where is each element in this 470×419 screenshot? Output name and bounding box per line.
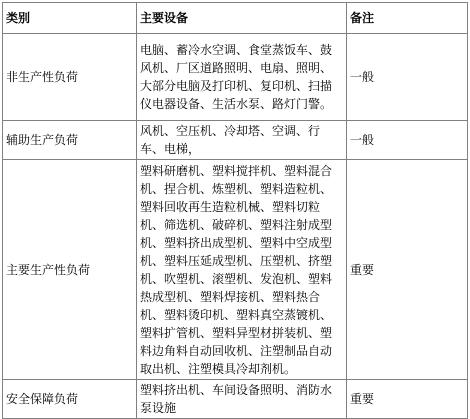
row-note: 重要 [347,160,468,380]
row-equipment: 塑料研磨机、塑料搅拌机、塑料混合机、捏合机、炼塑机、塑料造粒机、塑料回收再生造粒机械、塑料切粒机、筛选机、破碎机、塑料注射成型机、塑料挤出成型机、塑料中空成型机、塑料压延成型机、压塑机、挤塑机、吹塑机、滚塑机、发泡机、塑料热成型机、塑料焊接机、塑料热合机、塑料烫印机、塑料真空蒸镀机、塑料扩管机、塑料异型材拼装机、塑料边角料自动回收机、注塑制品自动取出机、注塑模具冷却剂机。 [137,160,347,380]
table-row [3,121,468,160]
header-note: 备注 [347,3,468,34]
header-category: 类别 [3,3,137,34]
row-category: 非生产性负荷 [3,34,137,121]
row-category: 安全保障负荷 [3,380,137,419]
row-note: 一般 [347,34,468,121]
table-row [3,380,468,419]
row-category: 辅助生产负荷 [3,121,137,160]
table-header-row [3,3,468,34]
row-note: 一般 [347,121,468,160]
row-equipment: 塑料挤出机、车间设备照明、消防水泵设施 [137,380,347,419]
header-equipment: 主要设备 [137,3,347,34]
row-equipment: 风机、空压机、冷却塔、空调、行车、电梯， [137,121,347,160]
load-classification-table [2,2,468,419]
row-equipment: 电脑、蓄冷水空调、食堂蒸饭车、鼓风机、厂区道路照明、电扇、照明、大部分电脑及打印机、复印机、扫描仪电器设备、生活水泵、路灯门警。 [137,34,347,121]
table-row [3,34,468,121]
table-row [3,160,468,380]
row-note: 重要 [347,380,468,419]
row-category: 主要生产性负荷 [3,160,137,380]
